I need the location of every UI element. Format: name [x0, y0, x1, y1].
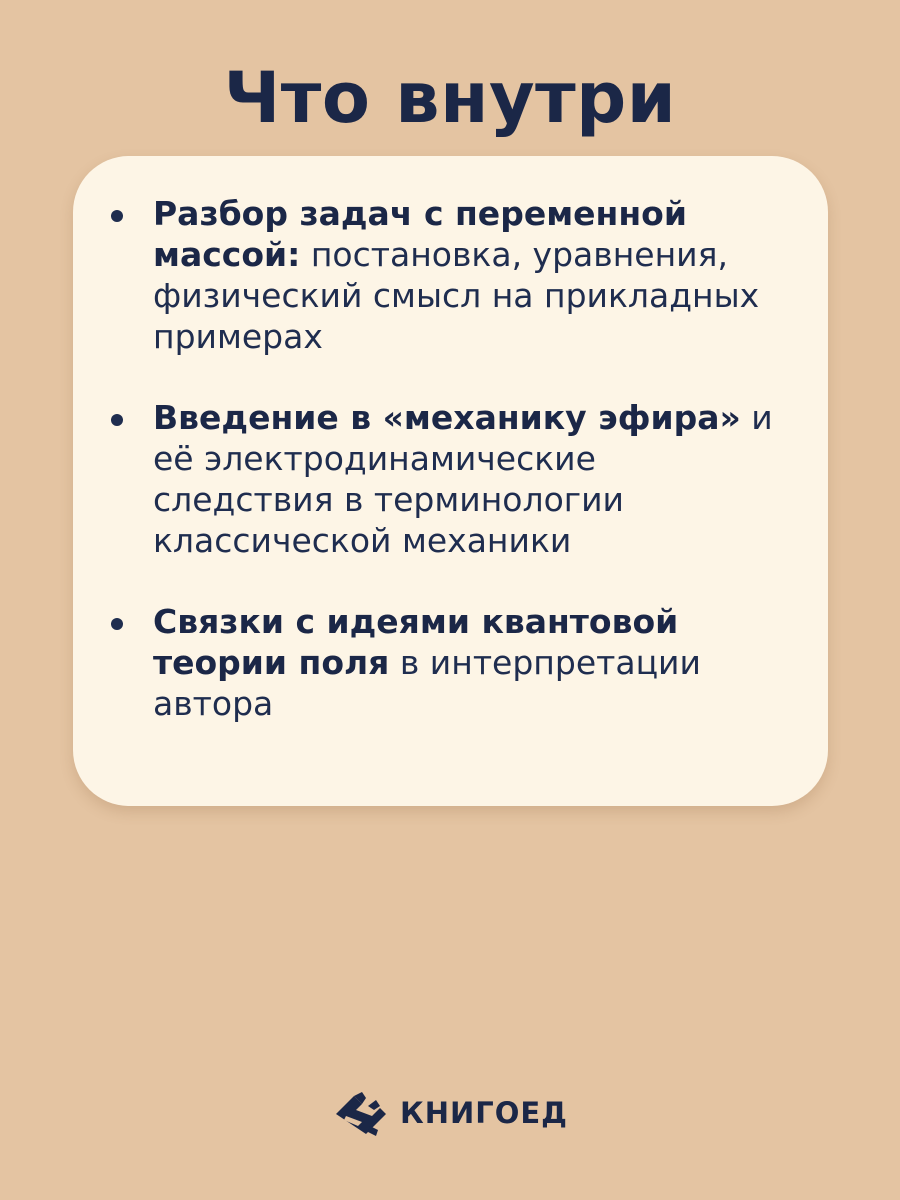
content-card [73, 156, 828, 806]
book-eater-logo-icon [332, 1086, 390, 1140]
item-bold-text: Связки с идеями квантовой теории поля [153, 602, 679, 682]
list-item [153, 397, 773, 561]
page-title: Что внутри [223, 57, 677, 139]
list-item [153, 601, 773, 724]
bullet-icon [111, 210, 123, 222]
bullet-icon [111, 618, 123, 630]
item-text: и её электродинамические следствия в терминологии классической механики [153, 398, 773, 560]
brand-name: КНИГОЕД [399, 1096, 568, 1130]
feature-list [153, 193, 773, 764]
item-text: в интерпретации автора [153, 643, 701, 723]
brand-footer [0, 1086, 900, 1140]
item-text: постановка, уравнения, физический смысл на прикладных примерах [153, 235, 760, 356]
bullet-icon [111, 414, 123, 426]
list-item [153, 193, 773, 357]
item-bold-text: Введение в «механику эфира» [153, 398, 741, 437]
item-bold-text: Разбор задач с переменной массой: [153, 194, 687, 274]
